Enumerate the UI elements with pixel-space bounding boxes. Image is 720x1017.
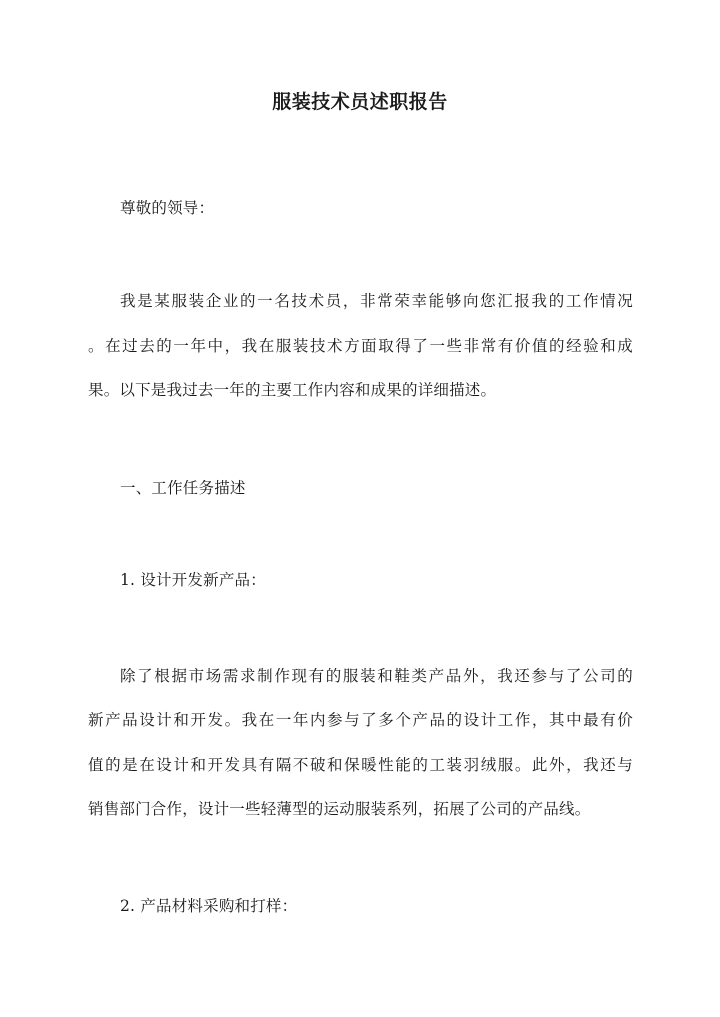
item1-line-2: 新产品设计和开发。我在一年内参与了多个产品的设计工作，其中最有价 (88, 711, 633, 729)
greeting: 尊敬的领导： (120, 199, 215, 217)
item1-line-1: 除了根据市场需求制作现有的服装和鞋类产品外，我还参与了公司的 (120, 667, 633, 685)
intro-line-2: 。在过去的一年中，我在服装技术方面取得了一些非常有价值的经验和成 (88, 337, 633, 355)
document-title: 服装技术员述职报告 (272, 91, 448, 113)
item1-heading: 1. 设计开发新产品： (120, 571, 266, 589)
item1-line-4: 销售部门合作，设计一些轻薄型的运动服装系列，拓展了公司的产品线。 (88, 800, 591, 818)
intro-line-1: 我是某服装企业的一名技术员，非常荣幸能够向您汇报我的工作情况 (120, 292, 633, 310)
section1-heading: 一、工作任务描述 (120, 479, 246, 497)
item1-line-3: 值的是在设计和开发具有隔不破和保暖性能的工装羽绒服。此外，我还与 (88, 756, 633, 774)
item2-heading: 2. 产品材料采购和打样： (120, 897, 298, 915)
intro-line-3: 果。以下是我过去一年的主要工作内容和成果的详细描述。 (88, 381, 497, 399)
